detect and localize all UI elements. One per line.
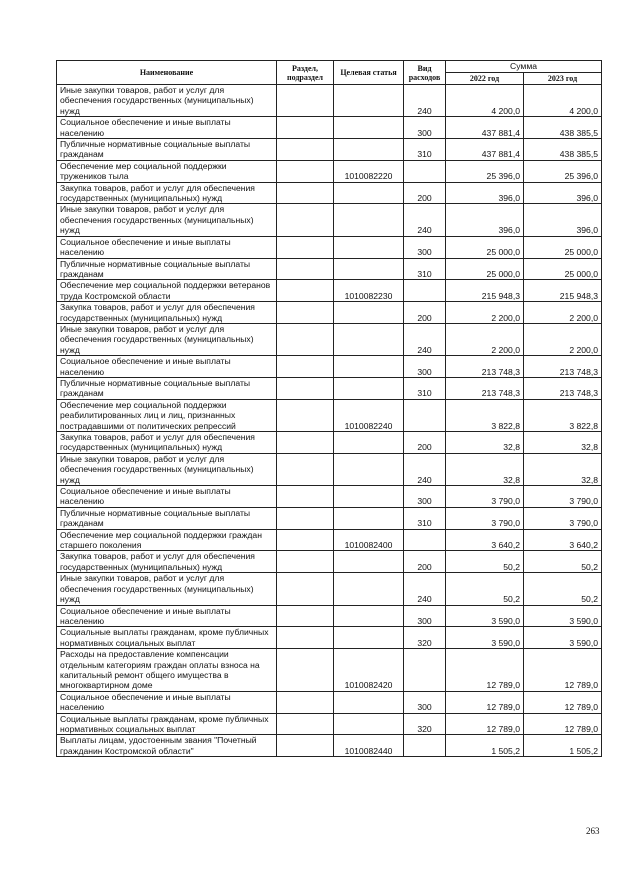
budget-table-container xyxy=(56,60,601,757)
cell-target xyxy=(334,356,404,378)
table-row xyxy=(57,551,602,573)
table-row xyxy=(57,160,602,182)
cell-name: Обеспечение мер социальной поддержки ветеранов труда Костромской области xyxy=(57,280,277,302)
table-row xyxy=(57,182,602,204)
cell-2022: 32,8 xyxy=(446,432,524,454)
cell-section xyxy=(277,323,334,355)
cell-2022: 4 200,0 xyxy=(446,85,524,117)
cell-target: 1010082240 xyxy=(334,399,404,431)
cell-name: Социальное обеспечение и иные выплаты населению xyxy=(57,605,277,627)
cell-2023: 215 948,3 xyxy=(524,280,602,302)
cell-2023: 3 590,0 xyxy=(524,605,602,627)
cell-name: Иные закупки товаров, работ и услуг для обеспечения государственных (муниципальных) нужд xyxy=(57,453,277,485)
cell-type xyxy=(404,529,446,551)
cell-type xyxy=(404,280,446,302)
cell-2022: 25 396,0 xyxy=(446,160,524,182)
cell-2023: 213 748,3 xyxy=(524,377,602,399)
table-row xyxy=(57,649,602,692)
col-header-sum: Сумма xyxy=(446,61,602,73)
table-row xyxy=(57,356,602,378)
col-header-target: Целевая статья xyxy=(334,61,404,85)
table-row xyxy=(57,432,602,454)
cell-name: Обеспечение мер социальной поддержки граждан старшего поколения xyxy=(57,529,277,551)
table-row xyxy=(57,486,602,508)
cell-target xyxy=(334,713,404,735)
cell-name: Социальные выплаты гражданам, кроме публичных нормативных социальных выплат xyxy=(57,713,277,735)
cell-section xyxy=(277,627,334,649)
cell-section xyxy=(277,236,334,258)
cell-2023: 4 200,0 xyxy=(524,85,602,117)
table-row xyxy=(57,627,602,649)
cell-2022: 213 748,3 xyxy=(446,356,524,378)
table-row xyxy=(57,713,602,735)
cell-2023: 2 200,0 xyxy=(524,323,602,355)
cell-target xyxy=(334,377,404,399)
cell-type: 310 xyxy=(404,258,446,280)
table-row xyxy=(57,302,602,324)
cell-section xyxy=(277,204,334,236)
cell-2022: 396,0 xyxy=(446,182,524,204)
cell-2023: 3 822,8 xyxy=(524,399,602,431)
cell-2022: 50,2 xyxy=(446,573,524,605)
cell-name: Иные закупки товаров, работ и услуг для обеспечения государственных (муниципальных) нужд xyxy=(57,573,277,605)
table-row xyxy=(57,85,602,117)
cell-section xyxy=(277,691,334,713)
cell-target xyxy=(334,204,404,236)
cell-section xyxy=(277,529,334,551)
cell-target xyxy=(334,507,404,529)
cell-2023: 50,2 xyxy=(524,573,602,605)
cell-type: 320 xyxy=(404,627,446,649)
col-header-section: Раздел, подраздел xyxy=(277,61,334,85)
cell-2022: 213 748,3 xyxy=(446,377,524,399)
table-row xyxy=(57,735,602,757)
cell-section xyxy=(277,258,334,280)
cell-section xyxy=(277,432,334,454)
table-row xyxy=(57,399,602,431)
cell-name: Закупка товаров, работ и услуг для обеспечения государственных (муниципальных) нужд xyxy=(57,302,277,324)
cell-2022: 3 822,8 xyxy=(446,399,524,431)
cell-target xyxy=(334,323,404,355)
table-row xyxy=(57,258,602,280)
cell-2023: 213 748,3 xyxy=(524,356,602,378)
table-row xyxy=(57,204,602,236)
cell-2022: 215 948,3 xyxy=(446,280,524,302)
cell-2023: 50,2 xyxy=(524,551,602,573)
col-header-name: Наименование xyxy=(57,61,277,85)
cell-section xyxy=(277,551,334,573)
cell-type: 240 xyxy=(404,85,446,117)
cell-type xyxy=(404,735,446,757)
cell-2022: 12 789,0 xyxy=(446,691,524,713)
cell-2022: 3 790,0 xyxy=(446,507,524,529)
cell-2023: 438 385,5 xyxy=(524,139,602,161)
cell-name: Закупка товаров, работ и услуг для обеспечения государственных (муниципальных) нужд xyxy=(57,432,277,454)
cell-target xyxy=(334,139,404,161)
cell-target xyxy=(334,432,404,454)
cell-target xyxy=(334,573,404,605)
col-header-2022: 2022 год xyxy=(446,73,524,85)
cell-section xyxy=(277,160,334,182)
cell-name: Иные закупки товаров, работ и услуг для обеспечения государственных (муниципальных) нужд xyxy=(57,204,277,236)
cell-name: Иные закупки товаров, работ и услуг для обеспечения государственных (муниципальных) нужд xyxy=(57,85,277,117)
cell-target xyxy=(334,453,404,485)
cell-type: 320 xyxy=(404,713,446,735)
cell-target xyxy=(334,627,404,649)
table-row xyxy=(57,323,602,355)
table-row xyxy=(57,377,602,399)
cell-2023: 32,8 xyxy=(524,432,602,454)
cell-section xyxy=(277,507,334,529)
cell-2022: 3 590,0 xyxy=(446,605,524,627)
cell-section xyxy=(277,302,334,324)
cell-type: 310 xyxy=(404,139,446,161)
cell-name: Расходы на предоставление компенсации отдельным категориям граждан оплаты взноса на капитальный ремонт общего имущества в многоквартирном доме xyxy=(57,649,277,692)
table-body xyxy=(57,85,602,757)
cell-2022: 25 000,0 xyxy=(446,236,524,258)
cell-target xyxy=(334,486,404,508)
cell-section xyxy=(277,117,334,139)
cell-section xyxy=(277,605,334,627)
budget-table xyxy=(56,60,602,757)
cell-target xyxy=(334,85,404,117)
cell-type: 300 xyxy=(404,356,446,378)
cell-type xyxy=(404,160,446,182)
cell-name: Социальные выплаты гражданам, кроме публичных нормативных социальных выплат xyxy=(57,627,277,649)
cell-target xyxy=(334,258,404,280)
cell-2022: 3 590,0 xyxy=(446,627,524,649)
table-row xyxy=(57,573,602,605)
cell-target: 1010082400 xyxy=(334,529,404,551)
table-row xyxy=(57,691,602,713)
cell-name: Иные закупки товаров, работ и услуг для обеспечения государственных (муниципальных) нужд xyxy=(57,323,277,355)
cell-type: 200 xyxy=(404,551,446,573)
cell-2023: 3 790,0 xyxy=(524,486,602,508)
cell-type: 300 xyxy=(404,605,446,627)
cell-target: 1010082220 xyxy=(334,160,404,182)
cell-target xyxy=(334,236,404,258)
cell-target xyxy=(334,182,404,204)
cell-2022: 437 881,4 xyxy=(446,117,524,139)
cell-2023: 3 790,0 xyxy=(524,507,602,529)
cell-name: Публичные нормативные социальные выплаты гражданам xyxy=(57,377,277,399)
cell-section xyxy=(277,486,334,508)
cell-name: Социальное обеспечение и иные выплаты населению xyxy=(57,356,277,378)
cell-name: Социальное обеспечение и иные выплаты населению xyxy=(57,236,277,258)
cell-2022: 3 640,2 xyxy=(446,529,524,551)
cell-name: Обеспечение мер социальной поддержки реабилитированных лиц и лиц, признанных пострадавшими от политических репрессий xyxy=(57,399,277,431)
cell-section xyxy=(277,356,334,378)
cell-section xyxy=(277,377,334,399)
cell-2023: 25 000,0 xyxy=(524,258,602,280)
cell-2022: 32,8 xyxy=(446,453,524,485)
table-row xyxy=(57,117,602,139)
cell-target xyxy=(334,551,404,573)
cell-target xyxy=(334,605,404,627)
cell-target: 1010082230 xyxy=(334,280,404,302)
cell-2023: 3 590,0 xyxy=(524,627,602,649)
cell-type: 240 xyxy=(404,323,446,355)
cell-target xyxy=(334,117,404,139)
table-row xyxy=(57,280,602,302)
cell-name: Выплаты лицам, удостоенным звания "Почетный гражданин Костромской области" xyxy=(57,735,277,757)
cell-section xyxy=(277,573,334,605)
cell-2022: 25 000,0 xyxy=(446,258,524,280)
col-header-type: Вид расходов xyxy=(404,61,446,85)
cell-type: 240 xyxy=(404,204,446,236)
cell-section xyxy=(277,453,334,485)
cell-section xyxy=(277,280,334,302)
table-row xyxy=(57,605,602,627)
cell-2022: 2 200,0 xyxy=(446,302,524,324)
cell-type: 200 xyxy=(404,182,446,204)
cell-type xyxy=(404,399,446,431)
cell-2023: 1 505,2 xyxy=(524,735,602,757)
cell-section xyxy=(277,399,334,431)
cell-name: Публичные нормативные социальные выплаты гражданам xyxy=(57,139,277,161)
table-row xyxy=(57,139,602,161)
cell-type: 240 xyxy=(404,573,446,605)
cell-type: 310 xyxy=(404,377,446,399)
cell-type: 300 xyxy=(404,486,446,508)
cell-2022: 2 200,0 xyxy=(446,323,524,355)
cell-name: Обеспечение мер социальной поддержки тружеников тыла xyxy=(57,160,277,182)
cell-name: Социальное обеспечение и иные выплаты населению xyxy=(57,117,277,139)
cell-name: Публичные нормативные социальные выплаты гражданам xyxy=(57,507,277,529)
cell-2023: 2 200,0 xyxy=(524,302,602,324)
cell-2023: 3 640,2 xyxy=(524,529,602,551)
cell-2022: 3 790,0 xyxy=(446,486,524,508)
cell-target xyxy=(334,691,404,713)
cell-2023: 12 789,0 xyxy=(524,713,602,735)
cell-name: Публичные нормативные социальные выплаты гражданам xyxy=(57,258,277,280)
cell-target: 1010082420 xyxy=(334,649,404,692)
cell-2023: 32,8 xyxy=(524,453,602,485)
table-row xyxy=(57,453,602,485)
cell-2023: 438 385,5 xyxy=(524,117,602,139)
cell-2022: 12 789,0 xyxy=(446,713,524,735)
table-row xyxy=(57,529,602,551)
cell-2023: 12 789,0 xyxy=(524,691,602,713)
cell-type: 240 xyxy=(404,453,446,485)
cell-name: Закупка товаров, работ и услуг для обеспечения государственных (муниципальных) нужд xyxy=(57,551,277,573)
cell-name: Закупка товаров, работ и услуг для обеспечения государственных (муниципальных) нужд xyxy=(57,182,277,204)
cell-2023: 25 396,0 xyxy=(524,160,602,182)
cell-type: 300 xyxy=(404,691,446,713)
cell-2022: 396,0 xyxy=(446,204,524,236)
cell-section xyxy=(277,182,334,204)
table-row xyxy=(57,236,602,258)
table-row xyxy=(57,507,602,529)
cell-name: Социальное обеспечение и иные выплаты населению xyxy=(57,691,277,713)
cell-2022: 1 505,2 xyxy=(446,735,524,757)
cell-type: 300 xyxy=(404,236,446,258)
page-number: 263 xyxy=(586,826,600,836)
cell-2023: 25 000,0 xyxy=(524,236,602,258)
header-row xyxy=(57,61,602,73)
cell-section xyxy=(277,85,334,117)
cell-2022: 437 881,4 xyxy=(446,139,524,161)
cell-type: 200 xyxy=(404,432,446,454)
cell-2022: 50,2 xyxy=(446,551,524,573)
cell-type: 310 xyxy=(404,507,446,529)
cell-2023: 396,0 xyxy=(524,204,602,236)
cell-name: Социальное обеспечение и иные выплаты населению xyxy=(57,486,277,508)
cell-target xyxy=(334,302,404,324)
cell-section xyxy=(277,713,334,735)
cell-target: 1010082440 xyxy=(334,735,404,757)
cell-section xyxy=(277,735,334,757)
cell-type: 200 xyxy=(404,302,446,324)
col-header-2023: 2023 год xyxy=(524,73,602,85)
cell-section xyxy=(277,649,334,692)
cell-section xyxy=(277,139,334,161)
cell-2022: 12 789,0 xyxy=(446,649,524,692)
cell-2023: 12 789,0 xyxy=(524,649,602,692)
cell-type: 300 xyxy=(404,117,446,139)
cell-2023: 396,0 xyxy=(524,182,602,204)
cell-type xyxy=(404,649,446,692)
